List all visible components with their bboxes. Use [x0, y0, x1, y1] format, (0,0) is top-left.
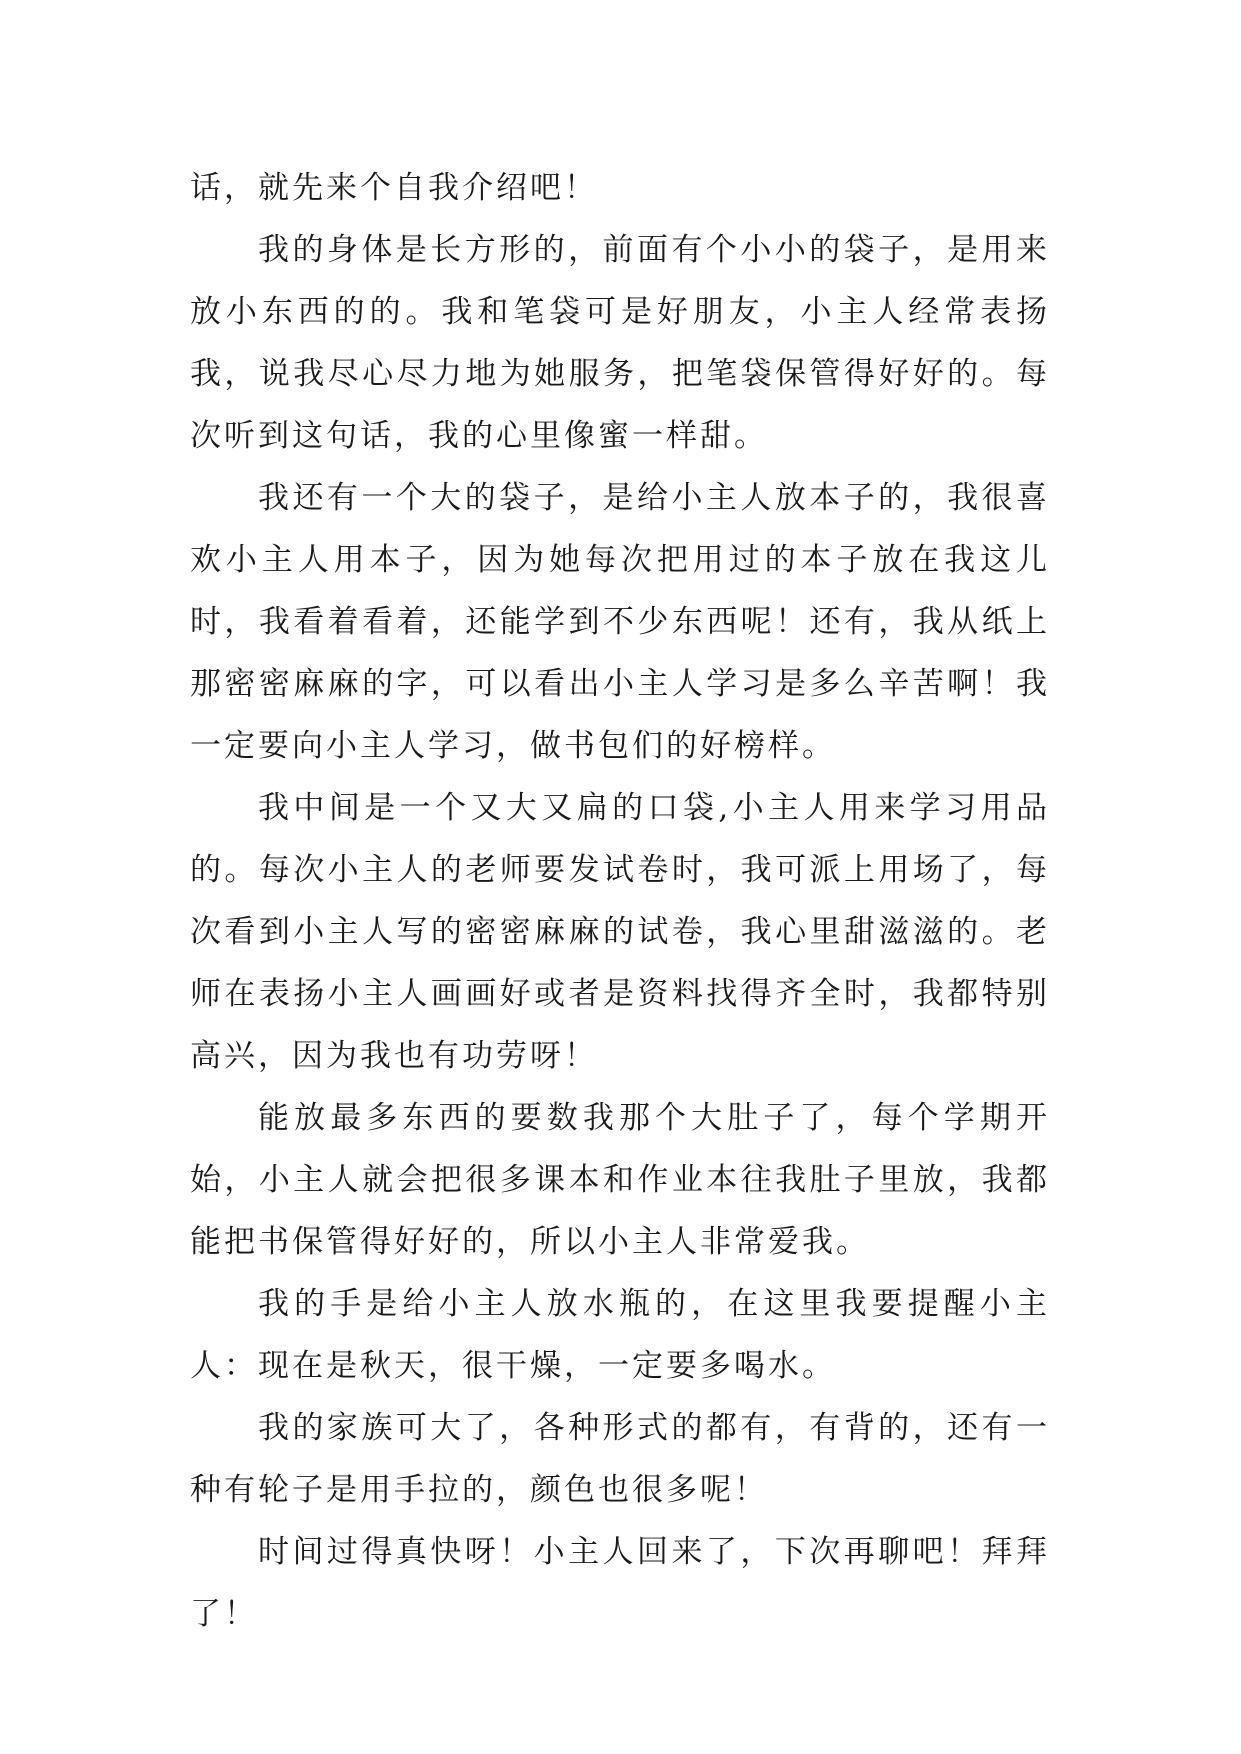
paragraph: 我中间是一个又大又扁的口袋,小主人用来学习用品的。每次小主人的老师要发试卷时，我可派上用场了，每次看到小主人写的密密麻麻的试卷，我心里甜滋滋的。老师在表扬小主人画画好或者是资料找得齐全时，我都特别高兴，因为我也有功劳呀！ [190, 790, 1050, 1074]
paragraph: 话，就先来个自我介绍吧！ [190, 170, 598, 206]
document-body [190, 157, 1050, 1645]
paragraph: 时间过得真快呀！小主人回来了，下次再聊吧！拜拜了！ [190, 1534, 1050, 1632]
paragraph: 我的家族可大了，各种形式的都有，有背的，还有一种有轮子是用手拉的，颜色也很多呢！ [190, 1410, 1050, 1508]
paragraph: 我的手是给小主人放水瓶的，在这里我要提醒小主人：现在是秋天，很干燥，一定要多喝水。 [190, 1286, 1050, 1384]
paragraph: 我还有一个大的袋子，是给小主人放本子的，我很喜欢小主人用本子，因为她每次把用过的本子放在我这儿时，我看着看着，还能学到不少东西呢！还有，我从纸上那密密麻麻的字，可以看出小主人学习是多么辛苦啊！我一定要向小主人学习，做书包们的好榜样。 [190, 480, 1050, 764]
paragraph: 能放最多东西的要数我那个大肚子了，每个学期开始，小主人就会把很多课本和作业本往我肚子里放，我都能把书保管得好好的，所以小主人非常爱我。 [190, 1100, 1050, 1260]
paragraph: 我的身体是长方形的，前面有个小小的袋子，是用来放小东西的的。我和笔袋可是好朋友，小主人经常表扬我，说我尽心尽力地为她服务，把笔袋保管得好好的。每次听到这句话，我的心里像蜜一样甜。 [190, 232, 1050, 454]
